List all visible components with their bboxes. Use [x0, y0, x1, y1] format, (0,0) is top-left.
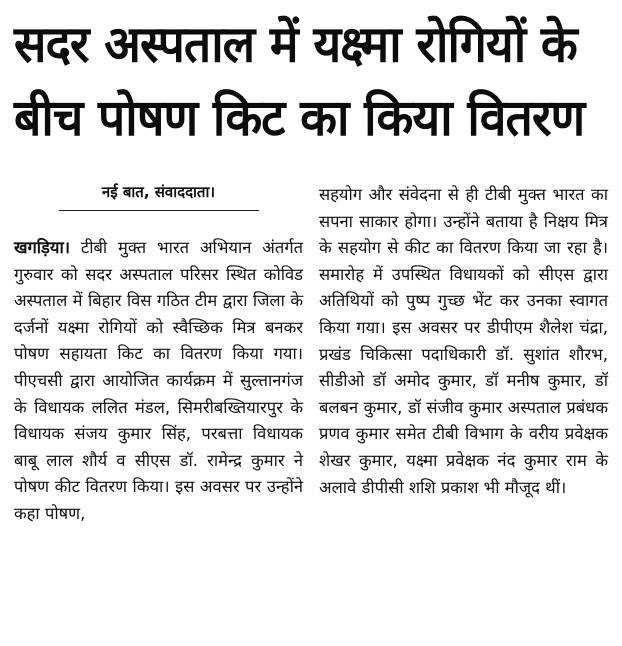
headline	[14, 8, 608, 155]
article-column-2	[319, 182, 608, 528]
byline: नई बात, संवाददाता।	[59, 182, 259, 211]
article-text-col2: सहयोग और संवेदना से ही टीबी मुक्त भारत का सपना साकार होगा। उन्होंने बताया है निक्षय मित्र के सहयोग से कीट का वितरण किया जा रहा है। समारोह में उपस्थित विधायकों को सीएस द्वारा अतिथियों को पुष्प गुच्छ भेंट कर उनका स्वागत किया गया। इस अवसर पर डीपीएम शैलेश चंद्रा, प्रखंड चिकित्सा पदाधिकारी डॉ. सुशांत शौरभ, सीडीओ डॉ अमोद कुमार, डॉ मनीष कुमार, डॉ बलबन कुमार, डॉ संजीव कुमार अस्पताल प्रबंधक प्रणव कुमार समेत टीबी विभाग के वरीय प्रवेक्षक शेखर कुमार, यक्ष्मा प्रवेक्षक नंद कुमार राम के अलावे डीपीसी शशि प्रकाश भी मौजूद थीं।	[319, 185, 608, 497]
article-text-col1: टीबी मुक्त भारत अभियान अंतर्गत गुरुवार को सदर अस्पताल परिसर स्थित कोविड अस्पताल में बिहार विस गठित टीम द्वारा जिला के दर्जनों यक्ष्मा रोगियों को स्वैच्छिक मित्र बनकर पोषण सहायता किट का वितरण किया गया। पीएचसी द्वारा आयोजित कार्यक्रम में सुल्तानगंज के विधायक ललित मंडल, सिमरीबख्तियारपुर के विधायक संजय कुमार सिंह, परबत्ता विधायक बाबू लाल शौर्य व सीएस डॉ. रामेन्द्र कुमार ने पोषण कीट वितरण किया। इस अवसर पर उन्होंने कहा पोषण,	[14, 238, 304, 523]
headline-line-1: सदर अस्पताल में यक्ष्मा रोगियों के	[14, 15, 577, 75]
dateline: खगड़िया।	[14, 238, 70, 257]
article-paragraph-1	[14, 235, 303, 528]
article-columns	[14, 182, 608, 528]
article-column-1	[14, 182, 303, 528]
headline-line-2: बीच पोषण किट का किया वितरण	[14, 88, 585, 148]
